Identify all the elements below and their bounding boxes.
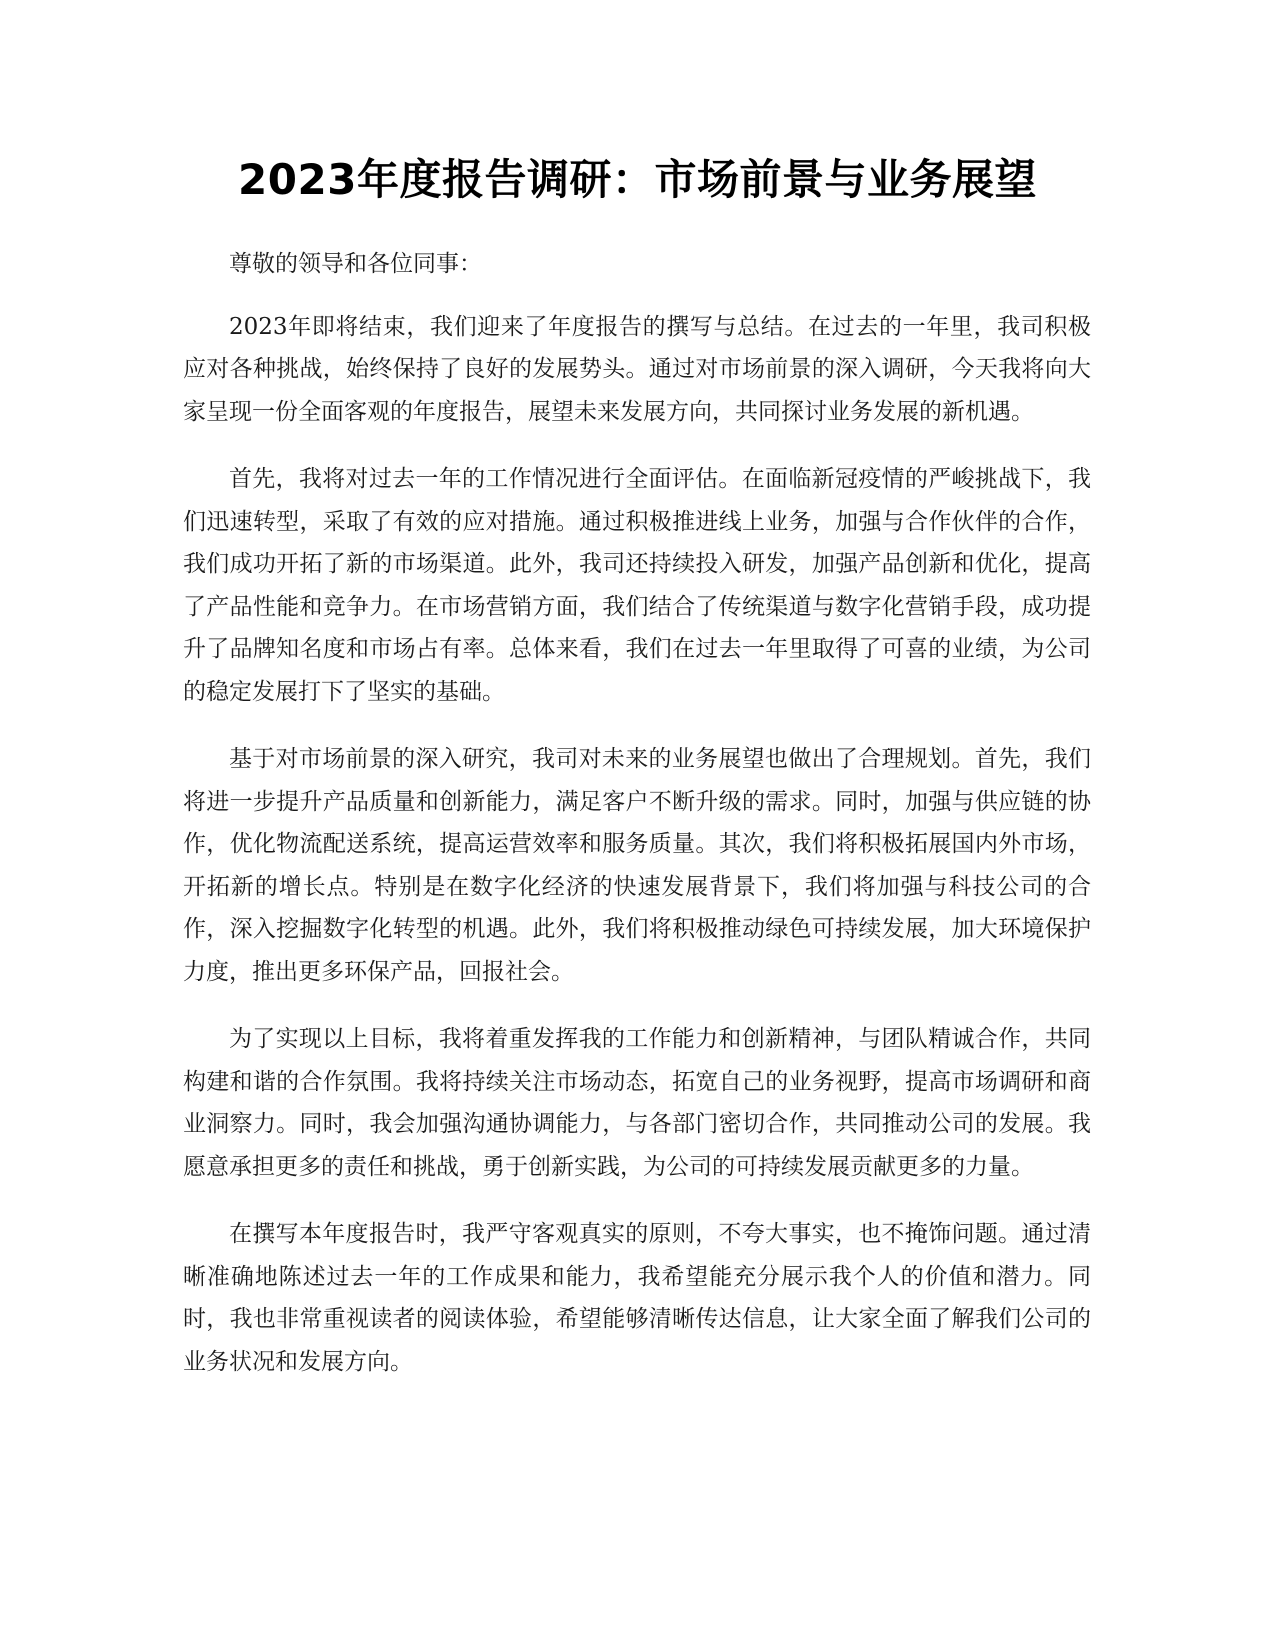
document-body [183, 243, 1091, 1408]
paragraph-review: 首先，我将对过去一年的工作情况进行全面评估。在面临新冠疫情的严峻挑战下，我们迅速转型，采取了有效的应对措施。通过积极推进线上业务，加强与合作伙伴的合作，我们成功开拓了新的市场渠道。此外，我司还持续投入研发，加强产品创新和优化，提高了产品性能和竞争力。在市场营销方面，我们结合了传统渠道与数字化营销手段，成功提升了品牌知名度和市场占有率。总体来看，我们在过去一年里取得了可喜的业绩，为公司的稳定发展打下了坚实的基础。 [183, 466, 1091, 705]
paragraph-intro: 2023年即将结束，我们迎来了年度报告的撰写与总结。在过去的一年里，我司积极应对各种挑战，始终保持了良好的发展势头。通过对市场前景的深入调研，今天我将向大家呈现一份全面客观的年度报告，展望未来发展方向，共同探讨业务发展的新机遇。 [183, 313, 1091, 425]
paragraph-closing: 在撰写本年度报告时，我严守客观真实的原则，不夸大事实，也不掩饰问题。通过清晰准确地陈述过去一年的工作成果和能力，我希望能充分展示我个人的价值和潜力。同时，我也非常重视读者的阅读体验，希望能够清晰传达信息，让大家全面了解我们公司的业务状况和发展方向。 [183, 1221, 1091, 1375]
paragraph-commitment: 为了实现以上目标，我将着重发挥我的工作能力和创新精神，与团队精诚合作，共同构建和谐的合作氛围。我将持续关注市场动态，拓宽自己的业务视野，提高市场调研和商业洞察力。同时，我会加强沟通协调能力，与各部门密切合作，共同推动公司的发展。我愿意承担更多的责任和挑战，勇于创新实践，为公司的可持续发展贡献更多的力量。 [183, 1026, 1091, 1180]
salutation: 尊敬的领导和各位同事： [229, 251, 482, 277]
document-title: 2023年度报告调研：市场前景与业务展望 [238, 155, 1037, 204]
paragraph-outlook: 基于对市场前景的深入研究，我司对未来的业务展望也做出了合理规划。首先，我们将进一步提升产品质量和创新能力，满足客户不断升级的需求。同时，加强与供应链的协作，优化物流配送系统，提高运营效率和服务质量。其次，我们将积极拓展国内外市场，开拓新的增长点。特别是在数字化经济的快速发展背景下，我们将加强与科技公司的合作，深入挖掘数字化转型的机遇。此外，我们将积极推动绿色可持续发展，加大环境保护力度，推出更多环保产品，回报社会。 [183, 746, 1091, 985]
